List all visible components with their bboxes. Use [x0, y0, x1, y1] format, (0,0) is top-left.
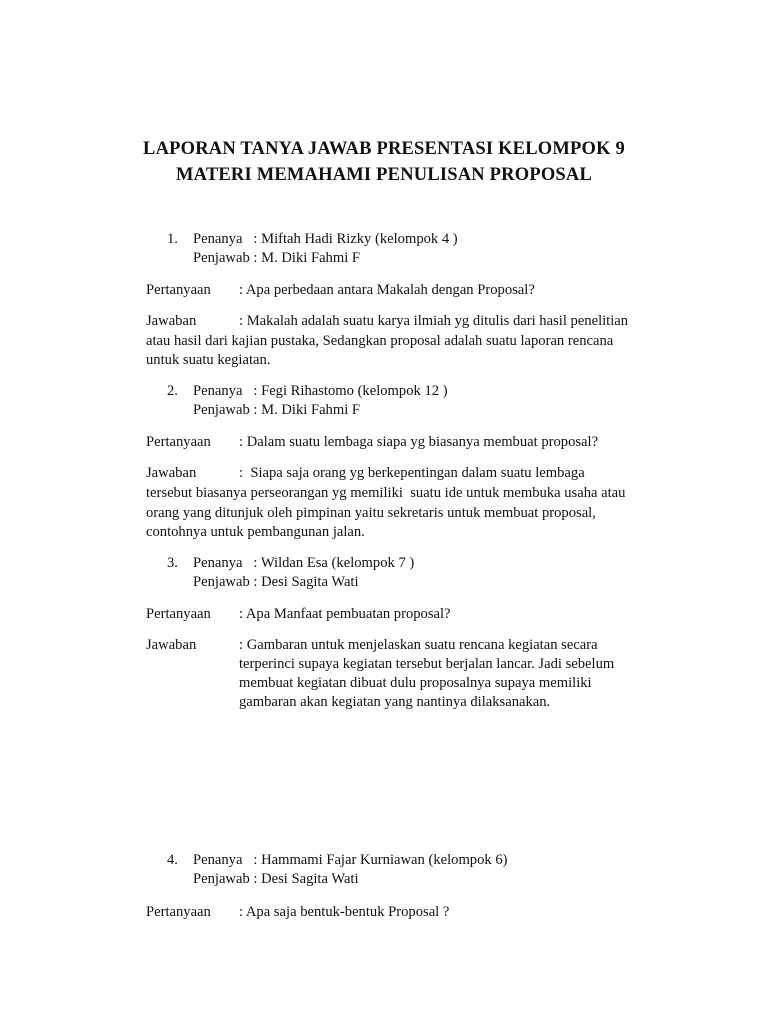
- pertanyaan-label: Pertanyaan: [146, 904, 211, 920]
- jawaban-line: gambaran akan kegiatan yang nantinya dilaksanakan.: [239, 694, 551, 710]
- pertanyaan-label: Pertanyaan: [146, 606, 211, 622]
- document-title-line2: MATERI MEMAHAMI PENULISAN PROPOSAL: [175, 165, 593, 185]
- jawaban-line: : Makalah adalah suatu karya ilmiah yg ditulis dari hasil penelitian: [239, 313, 629, 329]
- jawaban-line: untuk suatu kegiatan.: [146, 352, 271, 368]
- jawaban-line: : Gambaran untuk menjelaskan suatu rencana kegiatan secara: [239, 637, 598, 653]
- pertanyaan-text: : Apa saja bentuk-bentuk Proposal ?: [239, 904, 450, 920]
- jawaban-label: Jawaban: [146, 637, 197, 653]
- jawaban-line: membuat kegiatan dibuat dulu proposalnya supaya memiliki: [239, 675, 592, 691]
- jawaban-line: atau hasil dari kajian pustaka, Sedangkan proposal adalah suatu laporan rencana: [146, 333, 614, 349]
- pertanyaan-text: : Dalam suatu lembaga siapa yg biasanya membuat proposal?: [239, 434, 599, 450]
- penanya-line: Penanya : Miftah Hadi Rizky (kelompok 4 ): [193, 231, 458, 247]
- jawaban-line: terperinci supaya kegiatan tersebut berjalan lancar. Jadi sebelum: [239, 656, 615, 672]
- jawaban-line: orang yang ditunjuk oleh pimpinan yaitu sekretaris untuk membuat proposal,: [146, 505, 596, 521]
- penjawab-line: Penjawab : M. Diki Fahmi F: [193, 402, 361, 418]
- jawaban-label: Jawaban: [146, 313, 197, 329]
- penanya-line: Penanya : Wildan Esa (kelompok 7 ): [193, 555, 415, 571]
- penanya-line: Penanya : Fegi Rihastomo (kelompok 12 ): [193, 383, 448, 399]
- pertanyaan-label: Pertanyaan: [146, 434, 211, 450]
- penanya-line: Penanya : Hammami Fajar Kurniawan (kelompok 6): [193, 852, 508, 868]
- document-title-line1: LAPORAN TANYA JAWAB PRESENTASI KELOMPOK 9: [143, 139, 625, 159]
- pertanyaan-label: Pertanyaan: [146, 282, 211, 298]
- item-number: 2.: [167, 383, 178, 399]
- pertanyaan-text: : Apa Manfaat pembuatan proposal?: [239, 606, 451, 622]
- jawaban-line: : Siapa saja orang yg berkepentingan dalam suatu lembaga: [239, 465, 585, 481]
- penjawab-line: Penjawab : M. Diki Fahmi F: [193, 250, 361, 266]
- jawaban-label: Jawaban: [146, 465, 197, 481]
- item-number: 3.: [167, 555, 178, 571]
- jawaban-line: tersebut biasanya perseorangan yg memiliki suatu ide untuk membuka usaha atau: [146, 485, 626, 501]
- item-number: 1.: [167, 231, 178, 247]
- penjawab-line: Penjawab : Desi Sagita Wati: [193, 574, 359, 590]
- pertanyaan-text: : Apa perbedaan antara Makalah dengan Proposal?: [239, 282, 535, 298]
- jawaban-line: contohnya untuk pembangunan jalan.: [146, 524, 365, 540]
- penjawab-line: Penjawab : Desi Sagita Wati: [193, 871, 359, 887]
- item-number: 4.: [167, 852, 178, 868]
